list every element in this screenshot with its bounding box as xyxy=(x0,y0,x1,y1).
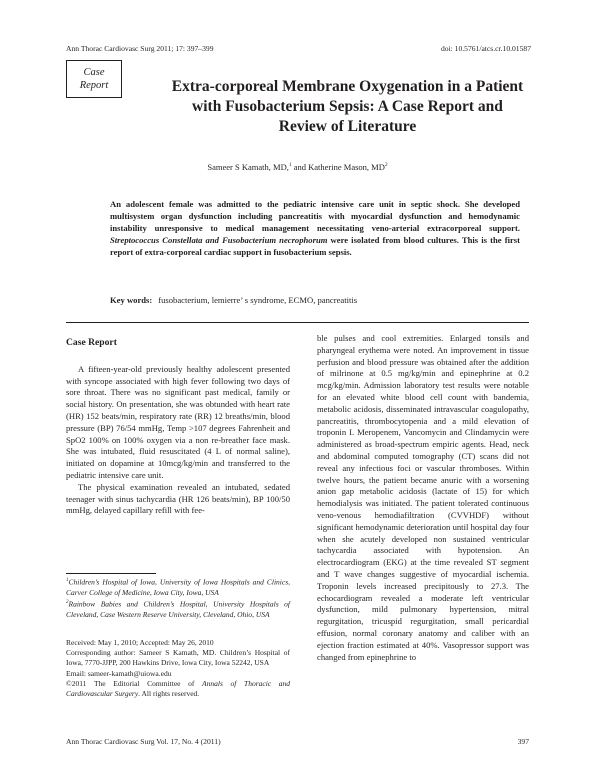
article-type-badge xyxy=(66,60,122,98)
article-title xyxy=(150,77,545,137)
author-name: Sameer S Kamath, MD, xyxy=(207,162,289,172)
page-number: 397 xyxy=(517,737,529,746)
keywords xyxy=(110,295,530,305)
keywords-text: fusobacterium, lemierre’ s syndrome, ECMO, pancreatitis xyxy=(158,295,358,305)
affiliation-text: Children’s Hospital of Iowa, University of Iowa Hospitals and Clinics, Carver College of Medicine, Iowa City, Iowa, USA xyxy=(66,577,290,597)
copyright-journal: Annals of Thoracic and Cardiovascular Surgery xyxy=(66,678,291,699)
section-heading: Case Report xyxy=(66,337,117,348)
body-paragraph: The physical examination revealed an intubated, sedated teenager with sinus tachycardia (HR 126 beats/min), BP 100/50 mmHg, delayed capillary refill with fee- xyxy=(66,481,290,516)
email-link[interactable]: Email: sameer-kamath@uiowa.edu xyxy=(66,668,172,678)
affiliation-marker: 1 xyxy=(66,578,69,583)
body-paragraph: ble pulses and cool extremities. Enlarged tonsils and pharyngeal erythema were noted. An improvement in tissue perfusion and blood pressure was obtained after the addition of milrinone at 0.5 mg/kg/min and epinephrine at 0.2 mcg/kg/min. Admission laboratory test results were notable for an elevated white blood cell count with bandemia, metabolic acidosis, disseminated intravascular coagulopathy, pancreatitis, thrombocytopenia and a mild elevation of troponin I. Meropenem, Vancomycin and Clindamycin were administered as broad-spectrum empiric agents. Head, neck and abdominal computed tomography (CT) scans did not reveal any infectious foci or vascular thromboses. Within twelve hours, the patient became anuric with a worsening anion gap metabolic acidosis (lactate of 15) for which hemodialysis was initiated. The patient tolerated continuous veno-venous hemodiafiltration (CVVHDF) without significant hemodynamic deterioration until hospital day four when she acutely developed non sustained ventricular tachycardia associated with hypotension. An electrocardiogram (EKG) at the time revealed ST segment and T wave changes suggestive of myocardial ischemia. Troponin levels increased precipitously to 27.3. The echocardiogram revealed a moderate left ventricular dysfunction, mild pulmonary hypertension, mitral regurgitation, tricuspid regurgitation, small pericardial effusion, normal coronary anatomy and caliber with an ejection fraction estimated at 40%. Vasopressor support was changed from epinephrine to xyxy=(317,333,529,662)
body-paragraph: A fifteen-year-old previously healthy adolescent presented with syncope associated with high fever following two days of sore throat. There was no significant past medical, family or social history. On presentation, she was obtunded with heart rate (HR) 152 beats/min, respiratory rate (RR) 12 breaths/min, blood pressure (BP) 76/54 mmHg, Temp >107 degrees Fahrenheit and SpO2 100% on 100% oxygen via a non re-breather face mask. She was intubated, fluid resuscitated (4 L of normal saline), initiated on dopamine at 10mcg/kg/min and transferred to the pediatric intensive care unit. xyxy=(66,363,290,480)
received-dates: Received: May 1, 2010; Accepted: May 26, 2010 xyxy=(66,638,214,647)
footer-journal-issue: Ann Thorac Cardiovasc Surg Vol. 17, No. 4 (2011) xyxy=(66,737,221,746)
body-column-left xyxy=(66,333,290,517)
section-divider xyxy=(66,322,529,323)
affiliation-1 xyxy=(66,576,290,598)
abstract-text: were isolated from blood cultures. This is the first report of extra-corporeal cardiac support in fusobacterium sepsis. xyxy=(110,235,520,257)
title-line: with Fusobacterium Sepsis: A Case Report and xyxy=(192,98,503,115)
affiliation-text: Rainbow Babies and Children’s Hospital, University Hospitals of Cleveland, Case Western Reserve University, Cleveland, Ohio, USA xyxy=(66,599,290,619)
title-line: Review of Literature xyxy=(278,118,417,135)
body-column-right xyxy=(317,333,529,663)
affiliations xyxy=(66,576,290,620)
article-info xyxy=(66,638,290,699)
author-name: Katherine Mason, MD xyxy=(308,162,385,172)
affiliation-marker: 2 xyxy=(384,162,388,169)
keywords-label: Key words: xyxy=(110,295,153,305)
badge-line-case: Case xyxy=(83,67,105,78)
copyright-prefix: ©2011 The Editorial Committee of xyxy=(66,678,203,688)
affiliation-marker: 1 xyxy=(288,162,292,169)
running-header-citation: Ann Thorac Cardiovasc Surg 2011; 17: 397–399 xyxy=(66,44,214,53)
doi-link[interactable]: doi: 10.5761/atcs.cr.10.01587 xyxy=(440,44,531,53)
affiliation-marker: 2 xyxy=(66,599,69,605)
badge-line-report: Report xyxy=(79,80,109,91)
copyright-suffix: . All rights reserved. xyxy=(138,689,200,699)
corresponding-author: Corresponding author: Sameer S Kamath, MD. Children’s Hospital of Iowa, 7770-JJPP, 200 Hawkins Drive, Iowa City, Iowa 52242, USA xyxy=(66,648,290,668)
author-conjunction: and xyxy=(291,162,309,172)
copyright xyxy=(66,679,290,699)
title-line: Extra-corporeal Membrane Oxygenation in a Patient xyxy=(171,78,524,95)
abstract xyxy=(110,198,520,258)
author-list xyxy=(66,162,529,172)
footnote-divider xyxy=(66,573,156,574)
abstract-text: An adolescent female was admitted to the pediatric intensive care unit in septic shock. She developed multisystem organ dysfunction including pancreatitis with myocardial dysfunction and hemodynamic instability unresponsive to medical management necessitating veno-arterial extracorporeal support. xyxy=(110,199,520,233)
affiliation-2 xyxy=(66,598,290,620)
abstract-organisms: Streptococcus Constellata and Fusobacterium necrophorum xyxy=(110,235,328,245)
